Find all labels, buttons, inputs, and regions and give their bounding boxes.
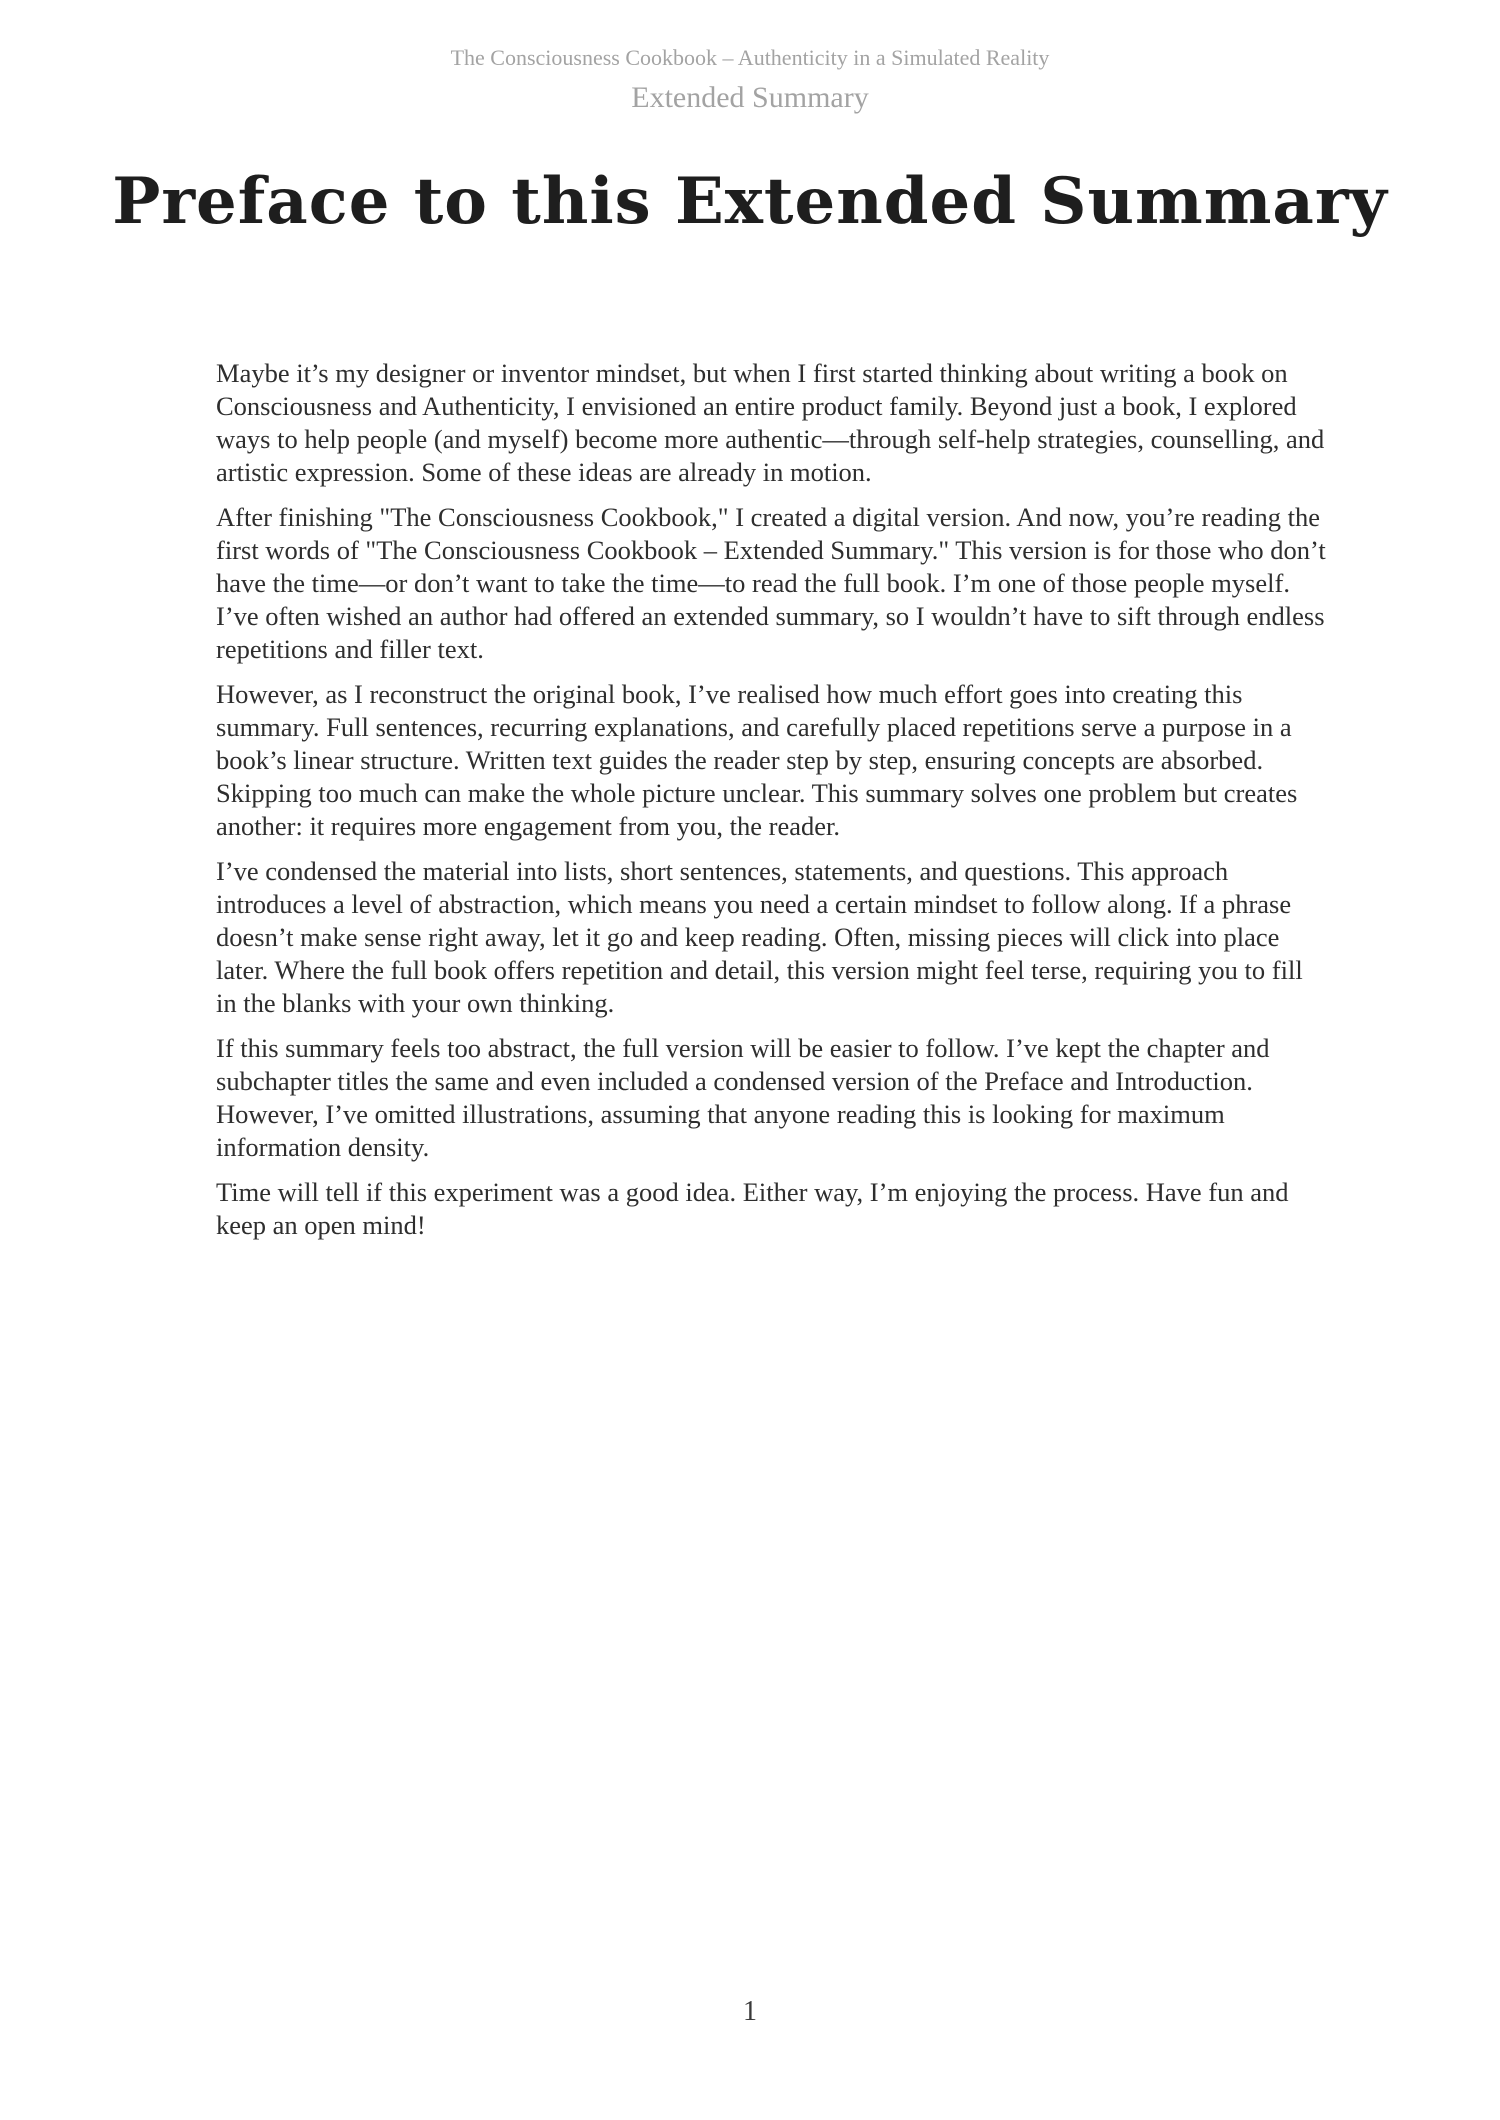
paragraph: However, as I reconstruct the original book, I’ve realised how much effort goes into creating this summary. Full sentences, recurring explanations, and carefully placed repetitions serve a purpose in a book’s linear structure. Written text guides the reader step by step, ensuring concepts are absorbed. Skipping too much can make the whole picture unclear. This summary solves one problem but creates another: it requires more engagement from you, the reader. — [216, 679, 1298, 841]
paragraph: After finishing "The Consciousness Cookbook," I created a digital version. And now, you’re reading the first words of "The Consciousness Cookbook – Extended Summary." This version is for those who don’t have the time—or don’t want to take the time—to read the full book. I’m one of those people myself. I’ve often wished an author had offered an extended summary, so I wouldn’t have to sift through endless repetitions and filler text. — [216, 502, 1326, 664]
paragraph: Time will tell if this experiment was a good idea. Either way, I’m enjoying the process. Have fun and keep an open mind! — [216, 1177, 1289, 1240]
running-header — [0, 44, 1500, 118]
paragraph: I’ve condensed the material into lists, short sentences, statements, and questions. This approach introduces a level of abstraction, which means you need a certain mindset to follow along. If a phrase doesn’t make sense right away, let it go and keep reading. Often, missing pieces will click into place later. Where the full book offers repetition and detail, this version might feel terse, requiring you to fill in the blanks with your own thinking. — [216, 856, 1303, 1018]
page-number: 1 — [743, 1996, 757, 2027]
body-text — [216, 357, 1326, 1254]
page-title: Preface to this Extended Summary — [112, 164, 1388, 239]
header-section-title: Extended Summary — [631, 81, 869, 114]
paragraph: Maybe it’s my designer or inventor mindset, but when I first started thinking about writing a book on Consciousness and Authenticity, I envisioned an entire product family. Beyond just a book, I explored ways to help people (and myself) become more authentic—through self-help strategies, counselling, and artistic expression. Some of these ideas are already in motion. — [216, 358, 1325, 487]
paragraph: If this summary feels too abstract, the full version will be easier to follow. I’ve kept the chapter and subchapter titles the same and even included a condensed version of the Preface and Introduction. However, I’ve omitted illustrations, assuming that anyone reading this is looking for maximum information density. — [216, 1033, 1270, 1162]
header-book-title: The Consciousness Cookbook – Authenticity in a Simulated Reality — [450, 45, 1050, 70]
